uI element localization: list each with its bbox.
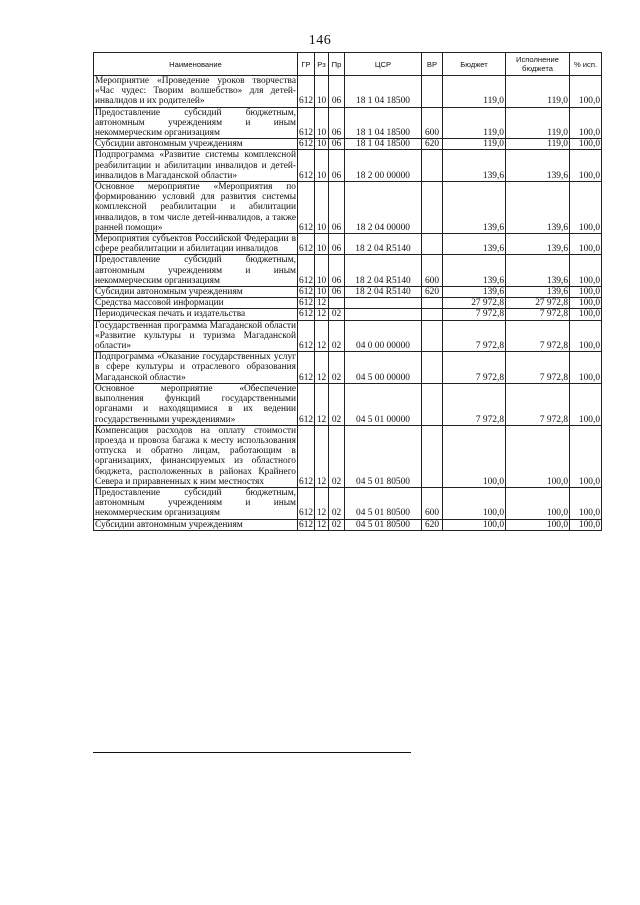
table-row [94, 255, 602, 287]
row-percent-cell: 100,0 [570, 309, 602, 320]
row-csr-cell: 18 2 04 R5140 [345, 287, 422, 298]
row-csr-cell [345, 309, 422, 320]
row-name-cell: Средства массовой информации [94, 298, 298, 309]
row-csr-cell: 04 5 01 80500 [345, 425, 422, 487]
row-percent-cell: 100,0 [570, 150, 602, 182]
row-csr-cell [345, 298, 422, 309]
table-row [94, 352, 602, 384]
row-rz-cell: 12 [315, 352, 329, 384]
footnote-separator-line [93, 752, 411, 753]
row-csr-cell: 04 0 00 00000 [345, 320, 422, 352]
header-csr: ЦСР [345, 53, 422, 76]
row-csr-cell: 18 2 04 00000 [345, 182, 422, 234]
row-csr-cell: 04 5 01 80500 [345, 519, 422, 530]
row-vr-cell [422, 298, 443, 309]
row-rz-cell: 12 [315, 309, 329, 320]
row-gr-cell: 612 [298, 487, 315, 519]
row-csr-cell: 04 5 01 80500 [345, 487, 422, 519]
row-vr-cell [422, 182, 443, 234]
row-percent-cell: 100,0 [570, 139, 602, 150]
row-gr-cell: 612 [299, 287, 314, 298]
row-budget-cell: 7 972,8 [443, 383, 506, 425]
row-gr-cell: 612 [298, 150, 315, 182]
row-gr-cell: 612 [299, 519, 314, 530]
row-gr-cell: 612 [298, 383, 315, 425]
table-header-row [94, 53, 602, 76]
row-execution-cell: 27 972,8 [506, 298, 570, 309]
row-budget-cell: 119,0 [443, 139, 506, 150]
row-name-cell: Предоставление субсидий бюджетным, автономным учреждениям и иным некоммерческим организациям [95, 255, 296, 286]
row-percent-cell: 100,0 [570, 487, 602, 519]
row-gr-cell: 612 [298, 182, 315, 234]
row-budget-cell: 7 972,8 [443, 352, 506, 384]
row-percent-cell: 100,0 [570, 320, 602, 352]
row-gr-cell: 612 [299, 139, 314, 150]
row-gr-cell: 612 [298, 107, 315, 139]
row-budget-cell: 139,6 [443, 234, 506, 255]
row-gr-cell: 612 [299, 298, 314, 309]
table-row [94, 487, 602, 519]
row-pr-cell: 02 [329, 320, 345, 352]
header-vr: ВР [422, 53, 443, 76]
row-budget-cell: 7 972,8 [443, 320, 506, 352]
row-name-cell: Предоставление субсидий бюджетным, автономным учреждениям и иным некоммерческим организациям [95, 107, 296, 139]
table-row [94, 182, 602, 234]
row-pr-cell: 02 [329, 487, 345, 519]
row-gr-cell: 612 [298, 352, 315, 384]
row-csr-cell: 18 2 04 R5140 [345, 255, 422, 287]
row-pr-cell: 06 [329, 76, 345, 108]
row-rz-cell: 10 [315, 150, 329, 182]
row-budget-cell: 119,0 [443, 107, 506, 139]
row-vr-cell: 600 [422, 255, 443, 287]
row-pr-cell: 06 [329, 234, 345, 255]
row-rz-cell: 12 [315, 298, 329, 309]
row-execution-cell: 7 972,8 [506, 383, 570, 425]
header-pr: Пр [329, 53, 345, 76]
row-vr-cell: 600 [422, 487, 443, 519]
row-execution-cell: 139,6 [506, 287, 570, 298]
table-row [94, 309, 602, 320]
row-pr-cell: 06 [329, 255, 345, 287]
row-vr-cell [422, 309, 443, 320]
table-row [94, 519, 602, 530]
table-row [94, 107, 602, 139]
row-rz-cell: 12 [315, 425, 329, 487]
row-name-cell: Основное мероприятие «Обеспечение выполнения функций государственными органами и находящимися в их ведении государственными учреждениями» [95, 383, 296, 425]
header-percent: % исп. [570, 53, 602, 76]
row-rz-cell: 12 [315, 320, 329, 352]
row-vr-cell: 620 [422, 139, 443, 150]
row-pr-cell: 06 [329, 139, 345, 150]
row-budget-cell: 7 972,8 [443, 309, 506, 320]
row-execution-cell: 7 972,8 [506, 320, 570, 352]
row-percent-cell: 100,0 [570, 76, 602, 108]
row-execution-cell: 100,0 [506, 425, 570, 487]
row-pr-cell: 02 [329, 352, 345, 384]
row-vr-cell [422, 425, 443, 487]
row-rz-cell: 12 [315, 519, 329, 530]
table-row [94, 425, 602, 487]
table-row [94, 298, 602, 309]
row-vr-cell: 620 [422, 519, 443, 530]
row-name-cell: Подпрограмма «Развитие системы комплексной реабилитации и абилитации инвалидов и детей-инвалидов в Магаданской области» [95, 150, 296, 181]
row-rz-cell: 12 [315, 383, 329, 425]
row-budget-cell: 139,6 [443, 255, 506, 287]
row-execution-cell: 139,6 [506, 182, 570, 234]
row-rz-cell: 10 [315, 76, 329, 108]
row-vr-cell [422, 320, 443, 352]
row-budget-cell: 139,6 [443, 150, 506, 182]
row-pr-cell: 06 [329, 287, 345, 298]
row-name-cell: Государственная программа Магаданской области «Развитие культуры и туризма Магаданской области» [95, 320, 296, 352]
row-csr-cell: 18 2 00 00000 [345, 150, 422, 182]
row-name-cell: Мероприятия субъектов Российской Федерации в сфере реабилитации и абилитации инвалидов [95, 234, 296, 255]
row-gr-cell: 612 [298, 320, 315, 352]
row-pr-cell: 02 [329, 309, 345, 320]
row-execution-cell: 100,0 [506, 487, 570, 519]
row-csr-cell: 18 2 04 R5140 [345, 234, 422, 255]
row-csr-cell: 18 1 04 18500 [345, 76, 422, 108]
row-percent-cell: 100,0 [570, 519, 602, 530]
header-rz: Рз [315, 53, 329, 76]
table-body [94, 76, 602, 531]
row-vr-cell: 600 [422, 107, 443, 139]
row-percent-cell: 100,0 [570, 255, 602, 287]
row-rz-cell: 10 [315, 182, 329, 234]
row-rz-cell: 12 [315, 487, 329, 519]
row-execution-cell: 119,0 [506, 76, 570, 108]
header-execution: Исполнение бюджета [506, 53, 570, 76]
row-budget-cell: 119,0 [443, 76, 506, 108]
row-pr-cell [329, 298, 345, 309]
budget-table [93, 52, 602, 531]
row-name-cell: Субсидии автономным учреждениям [94, 139, 298, 150]
row-execution-cell: 7 972,8 [506, 309, 570, 320]
row-pr-cell: 06 [329, 150, 345, 182]
row-name-cell: Субсидии автономным учреждениям [94, 519, 298, 530]
table-row [94, 287, 602, 298]
row-rz-cell: 10 [315, 287, 329, 298]
row-percent-cell: 100,0 [570, 182, 602, 234]
row-execution-cell: 139,6 [506, 150, 570, 182]
table-row [94, 150, 602, 182]
header-budget: Бюджет [443, 53, 506, 76]
row-execution-cell: 139,6 [506, 255, 570, 287]
row-vr-cell [422, 150, 443, 182]
page-number: 146 [308, 33, 332, 48]
row-name-cell: Предоставление субсидий бюджетным, автономным учреждениям и иным некоммерческим организациям [95, 487, 296, 519]
row-csr-cell: 04 5 01 00000 [345, 383, 422, 425]
row-name-cell: Подпрограмма «Оказание государственных услуг в сфере культуры и отраслевого образования Магаданской области» [95, 352, 296, 383]
row-vr-cell: 620 [422, 287, 443, 298]
row-csr-cell: 04 5 00 00000 [345, 352, 422, 384]
row-gr-cell: 612 [298, 255, 315, 287]
row-vr-cell [422, 352, 443, 384]
row-budget-cell: 100,0 [443, 487, 506, 519]
row-execution-cell: 139,6 [506, 234, 570, 255]
row-percent-cell: 100,0 [570, 298, 602, 309]
row-vr-cell [422, 76, 443, 108]
row-budget-cell: 139,6 [443, 287, 506, 298]
row-percent-cell: 100,0 [570, 287, 602, 298]
row-pr-cell: 06 [329, 107, 345, 139]
row-name-cell: Компенсация расходов на оплату стоимости проезда и провоза багажа к месту использования отпуска и обратно лицам, работающим в организациях, финансируемых из областного бюджета, расположенных в районах Крайнего Севера и приравненных к ним местностях [95, 425, 296, 487]
row-csr-cell: 18 1 04 18500 [345, 107, 422, 139]
row-percent-cell: 100,0 [570, 107, 602, 139]
row-gr-cell: 612 [299, 309, 314, 320]
row-name-cell: Периодическая печать и издательства [94, 309, 298, 320]
row-name-cell: Мероприятие «Проведение уроков творчества «Час чудес: Творим волшебство» для детей-инвалидов и их родителей» [95, 76, 296, 107]
row-percent-cell: 100,0 [570, 352, 602, 384]
row-percent-cell: 100,0 [570, 234, 602, 255]
header-gr: ГР [298, 53, 315, 76]
row-pr-cell: 02 [329, 519, 345, 530]
row-budget-cell: 100,0 [443, 519, 506, 530]
row-execution-cell: 119,0 [506, 139, 570, 150]
row-rz-cell: 10 [315, 234, 329, 255]
row-vr-cell [422, 234, 443, 255]
row-csr-cell: 18 1 04 18500 [345, 139, 422, 150]
row-budget-cell: 100,0 [443, 425, 506, 487]
row-name-cell: Основное мероприятие «Мероприятия по формированию условий для развития системы комплексной реабилитации и абилитации инвалидов, в том числе детей-инвалидов, а также ранней помощи» [95, 182, 296, 233]
row-name-cell: Субсидии автономным учреждениям [94, 287, 298, 298]
row-rz-cell: 10 [315, 107, 329, 139]
row-rz-cell: 10 [315, 139, 329, 150]
table-row [94, 76, 602, 108]
row-pr-cell: 02 [329, 425, 345, 487]
row-execution-cell: 119,0 [506, 107, 570, 139]
header-name: Наименование [94, 53, 298, 76]
row-pr-cell: 02 [329, 383, 345, 425]
row-gr-cell: 612 [298, 425, 315, 487]
row-pr-cell: 06 [329, 182, 345, 234]
row-gr-cell: 612 [298, 76, 315, 108]
row-gr-cell: 612 [298, 234, 315, 255]
row-percent-cell: 100,0 [570, 383, 602, 425]
row-percent-cell: 100,0 [570, 425, 602, 487]
row-execution-cell: 100,0 [506, 519, 570, 530]
row-rz-cell: 10 [315, 255, 329, 287]
row-execution-cell: 7 972,8 [506, 352, 570, 384]
table-row [94, 383, 602, 425]
table-row [94, 234, 602, 255]
table-row [94, 320, 602, 352]
row-budget-cell: 27 972,8 [443, 298, 506, 309]
row-vr-cell [422, 383, 443, 425]
row-budget-cell: 139,6 [443, 182, 506, 234]
table-row [94, 139, 602, 150]
